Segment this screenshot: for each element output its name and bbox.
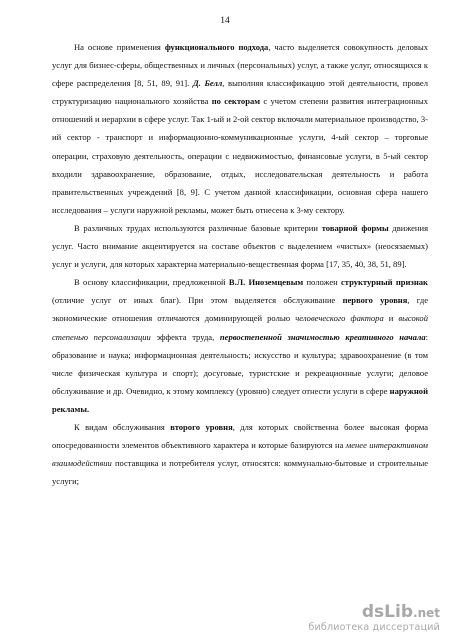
text-run: К видам обслуживания bbox=[74, 421, 171, 432]
paragraph bbox=[52, 418, 428, 490]
emphasized-text: товарной формы bbox=[321, 222, 389, 233]
emphasized-text: второго уровня bbox=[170, 421, 233, 432]
emphasized-text: функционального подхода bbox=[164, 42, 269, 52]
watermark-logo-main: dsLib bbox=[361, 602, 414, 622]
paragraph bbox=[52, 273, 428, 418]
watermark bbox=[308, 603, 440, 633]
text-run: , где экономические отношения отличаются доминирующей ролью bbox=[52, 295, 428, 324]
text-run: и bbox=[383, 313, 399, 324]
emphasized-text: Д. Белл bbox=[192, 78, 223, 89]
paragraph bbox=[52, 38, 428, 219]
emphasized-text: структурный признак bbox=[340, 277, 428, 288]
text-run: (отличие услуг от иных благ). При этом выделяется обслуживание bbox=[52, 295, 343, 306]
paragraph bbox=[52, 219, 428, 273]
text-run: поставщика и потребителя услуг, относятся: коммунально-бытовые и строительные услуги; bbox=[52, 458, 428, 487]
text-run: В различных трудах используются различные базовые критерии bbox=[74, 222, 322, 233]
emphasized-text: высокой степенью персонализации bbox=[52, 313, 428, 342]
emphasized-text: по секторам bbox=[211, 96, 261, 107]
emphasized-text: первостепенной значимостью креативного начала bbox=[219, 331, 426, 342]
text-run: В основу классификации, предложенной bbox=[74, 277, 229, 288]
watermark-logo-suffix: .net bbox=[413, 606, 440, 620]
text-run: , для которых свойственна более высокая форма опосредованности элементов объективного характера и которые базируются на bbox=[52, 421, 428, 451]
text-run: , выполняя классификацию этой деятельности, провел структуризацию национального хозяйства bbox=[52, 78, 428, 107]
text-run: : образование и наука; информационная деятельность; искусство и культура; здравоохранение (в том числе физическая культура и спорт); досуговые, туристские и рекреационные услуги; деловое обслуживание и др. Очевидно, к этому комплексу (уровню) следует отнести услуги в сфере bbox=[52, 331, 428, 396]
emphasized-text: наружной рекламы. bbox=[52, 385, 428, 414]
watermark-subtitle: библиотека диссертаций bbox=[308, 622, 440, 633]
text-run: эффекта труда, bbox=[150, 331, 220, 342]
text-run: На основе применения bbox=[74, 42, 165, 52]
emphasized-text: первого уровня bbox=[342, 295, 408, 306]
emphasized-text: менее интерактивном взаимодействии bbox=[52, 440, 429, 469]
emphasized-text: человеческого фактора bbox=[295, 313, 384, 324]
text-run: движения услуг. Часто внимание акцентируется на составе объектов с выделением «чистых» (неосязаемых) услуг и услуги, для которых характерна материально-вещественная форма [17, 35, 40, 38, 51, 89]. bbox=[52, 222, 428, 270]
document-body bbox=[52, 38, 428, 490]
text-run: положен bbox=[303, 277, 341, 288]
page-number: 14 bbox=[220, 16, 230, 26]
text-run: , часто выделяется совокупность деловых услуг для бизнес-сферы, общественных и личных (персональных) услуг, а также услуг, относящихся к сфере распределения [8, 51, 89, 91]. bbox=[52, 42, 428, 89]
text-run: с учетом степени развития интеграционных отношений и иерархии в сфере услуг. Так 1-ый и 2-ой сектор включали материальное производство, 3-ий сектор - транспорт и информационно-коммуникационные услуги, 4-ый сектор – торговые операции, страховую деятельность, операции с недвижимостью, финансовые услуги, в 5-ый сектор входили здравоохранение, образование, отдых, исследовательская деятельность и работа правительственных учреждений [8, 9]. С учетом данной классификации, основная сфера нашего исследования – услуги наружной рекламы, может быть отнесена к 3-му сектору. bbox=[52, 96, 428, 215]
watermark-logo bbox=[308, 603, 440, 622]
emphasized-text: В.Л. Иноземцевым bbox=[228, 277, 304, 288]
